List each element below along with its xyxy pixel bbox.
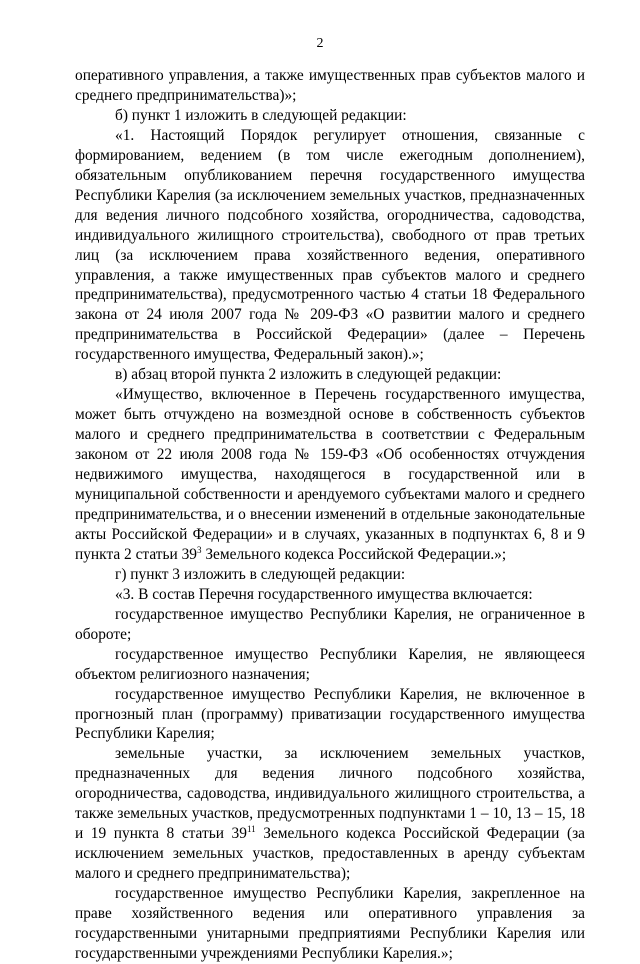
paragraph-point-2-tail: Земельного кодекса Российской Федерации.»; [201,545,507,563]
paragraph-point-3: «3. В состав Перечня государственного имущества включается: [115,585,533,603]
superscript: 11 [246,824,256,835]
list-item-tail: Земельного кодекса Российской Федерации (за исключением земельных участков, предоставленных в аренду субъектам малого и среднего предпринимательства); [75,825,585,883]
list-item-text: земельные участки, за исключением земельных участков, предназначенных для ведения личного подсобного хозяйства, огородничества, садоводства, индивидуального жилищного строительства, а также земельных участков, предусмотренных подпунктами 1 – 10, 13 – 15, 18 и 19 пункта 8 статьи 39 [75,745,585,843]
paragraph-point-2 [75,385,585,565]
list-item: государственное имущество Республики Карелия, не ограниченное в обороте; [75,605,585,643]
superscript: 3 [196,544,202,555]
document-body [75,66,585,964]
paragraph-point-1: «1. Настоящий Порядок регулирует отношения, связанные с формированием, ведением (в том числе ежегодным дополнением), обязательным опубликованием перечня государственного имущества Республики Карелия (за исключением земельных участков, предназначенных для ведения личного подсобного хозяйства, огородничества, садоводства, индивидуального жилищного строительства), свободного от прав третьих лиц (за исключением права хозяйственного ведения, оперативного управления, а также имущественных прав субъектов малого и среднего предпринимательства), предусмотренного частью 4 статьи 18 Федерального закона от 24 июля 2007 года № 209-ФЗ «О развитии малого и среднего предпринимательства в Российской Федерации» (далее – Перечень государственного имущества, Федеральный закон).»; [75,126,585,364]
paragraph-item-v: в) абзац второй пункта 2 изложить в следующей редакции: [115,366,502,384]
page-number: 2 [316,36,324,51]
paragraph-item-b: б) пункт 1 изложить в следующей редакции: [115,106,407,124]
list-item: государственное имущество Республики Карелия, не включенное в прогнозный план (программу) приватизации государственного имущества Республики Карелия; [75,685,585,743]
list-item: государственное имущество Республики Карелия, не являющееся объектом религиозного назначения; [75,645,585,683]
paragraph-item-g: г) пункт 3 изложить в следующей редакции: [115,565,406,583]
paragraph-continuation: оперативного управления, а также имущественных прав субъектов малого и среднего предпринимательства)»; [75,67,585,104]
list-item [75,744,585,884]
paragraph-point-2-text: «Имущество, включенное в Перечень государственного имущества, может быть отчуждено на возмездной основе в собственность субъектов малого и среднего предпринимательства в соответствии с Федеральным законом от 22 июля 2008 года № 159-ФЗ «Об особенностях отчуждения недвижимого имущества, находящегося в государственной или в муниципальной собственности и арендуемого субъектами малого и среднего предпринимательства, и о внесении изменений в отдельные законодательные акты Российской Федерации» и в случаях, указанных в подпунктах 6, 8 и 9 пункта 2 статьи 39 [75,386,585,563]
list-item: государственное имущество Республики Карелия, закрепленное на праве хозяйственного ведения или оперативного управления за государственными унитарными предприятиями Республики Карелия или государственными учреждениями Республики Карелия.»; [75,885,585,962]
